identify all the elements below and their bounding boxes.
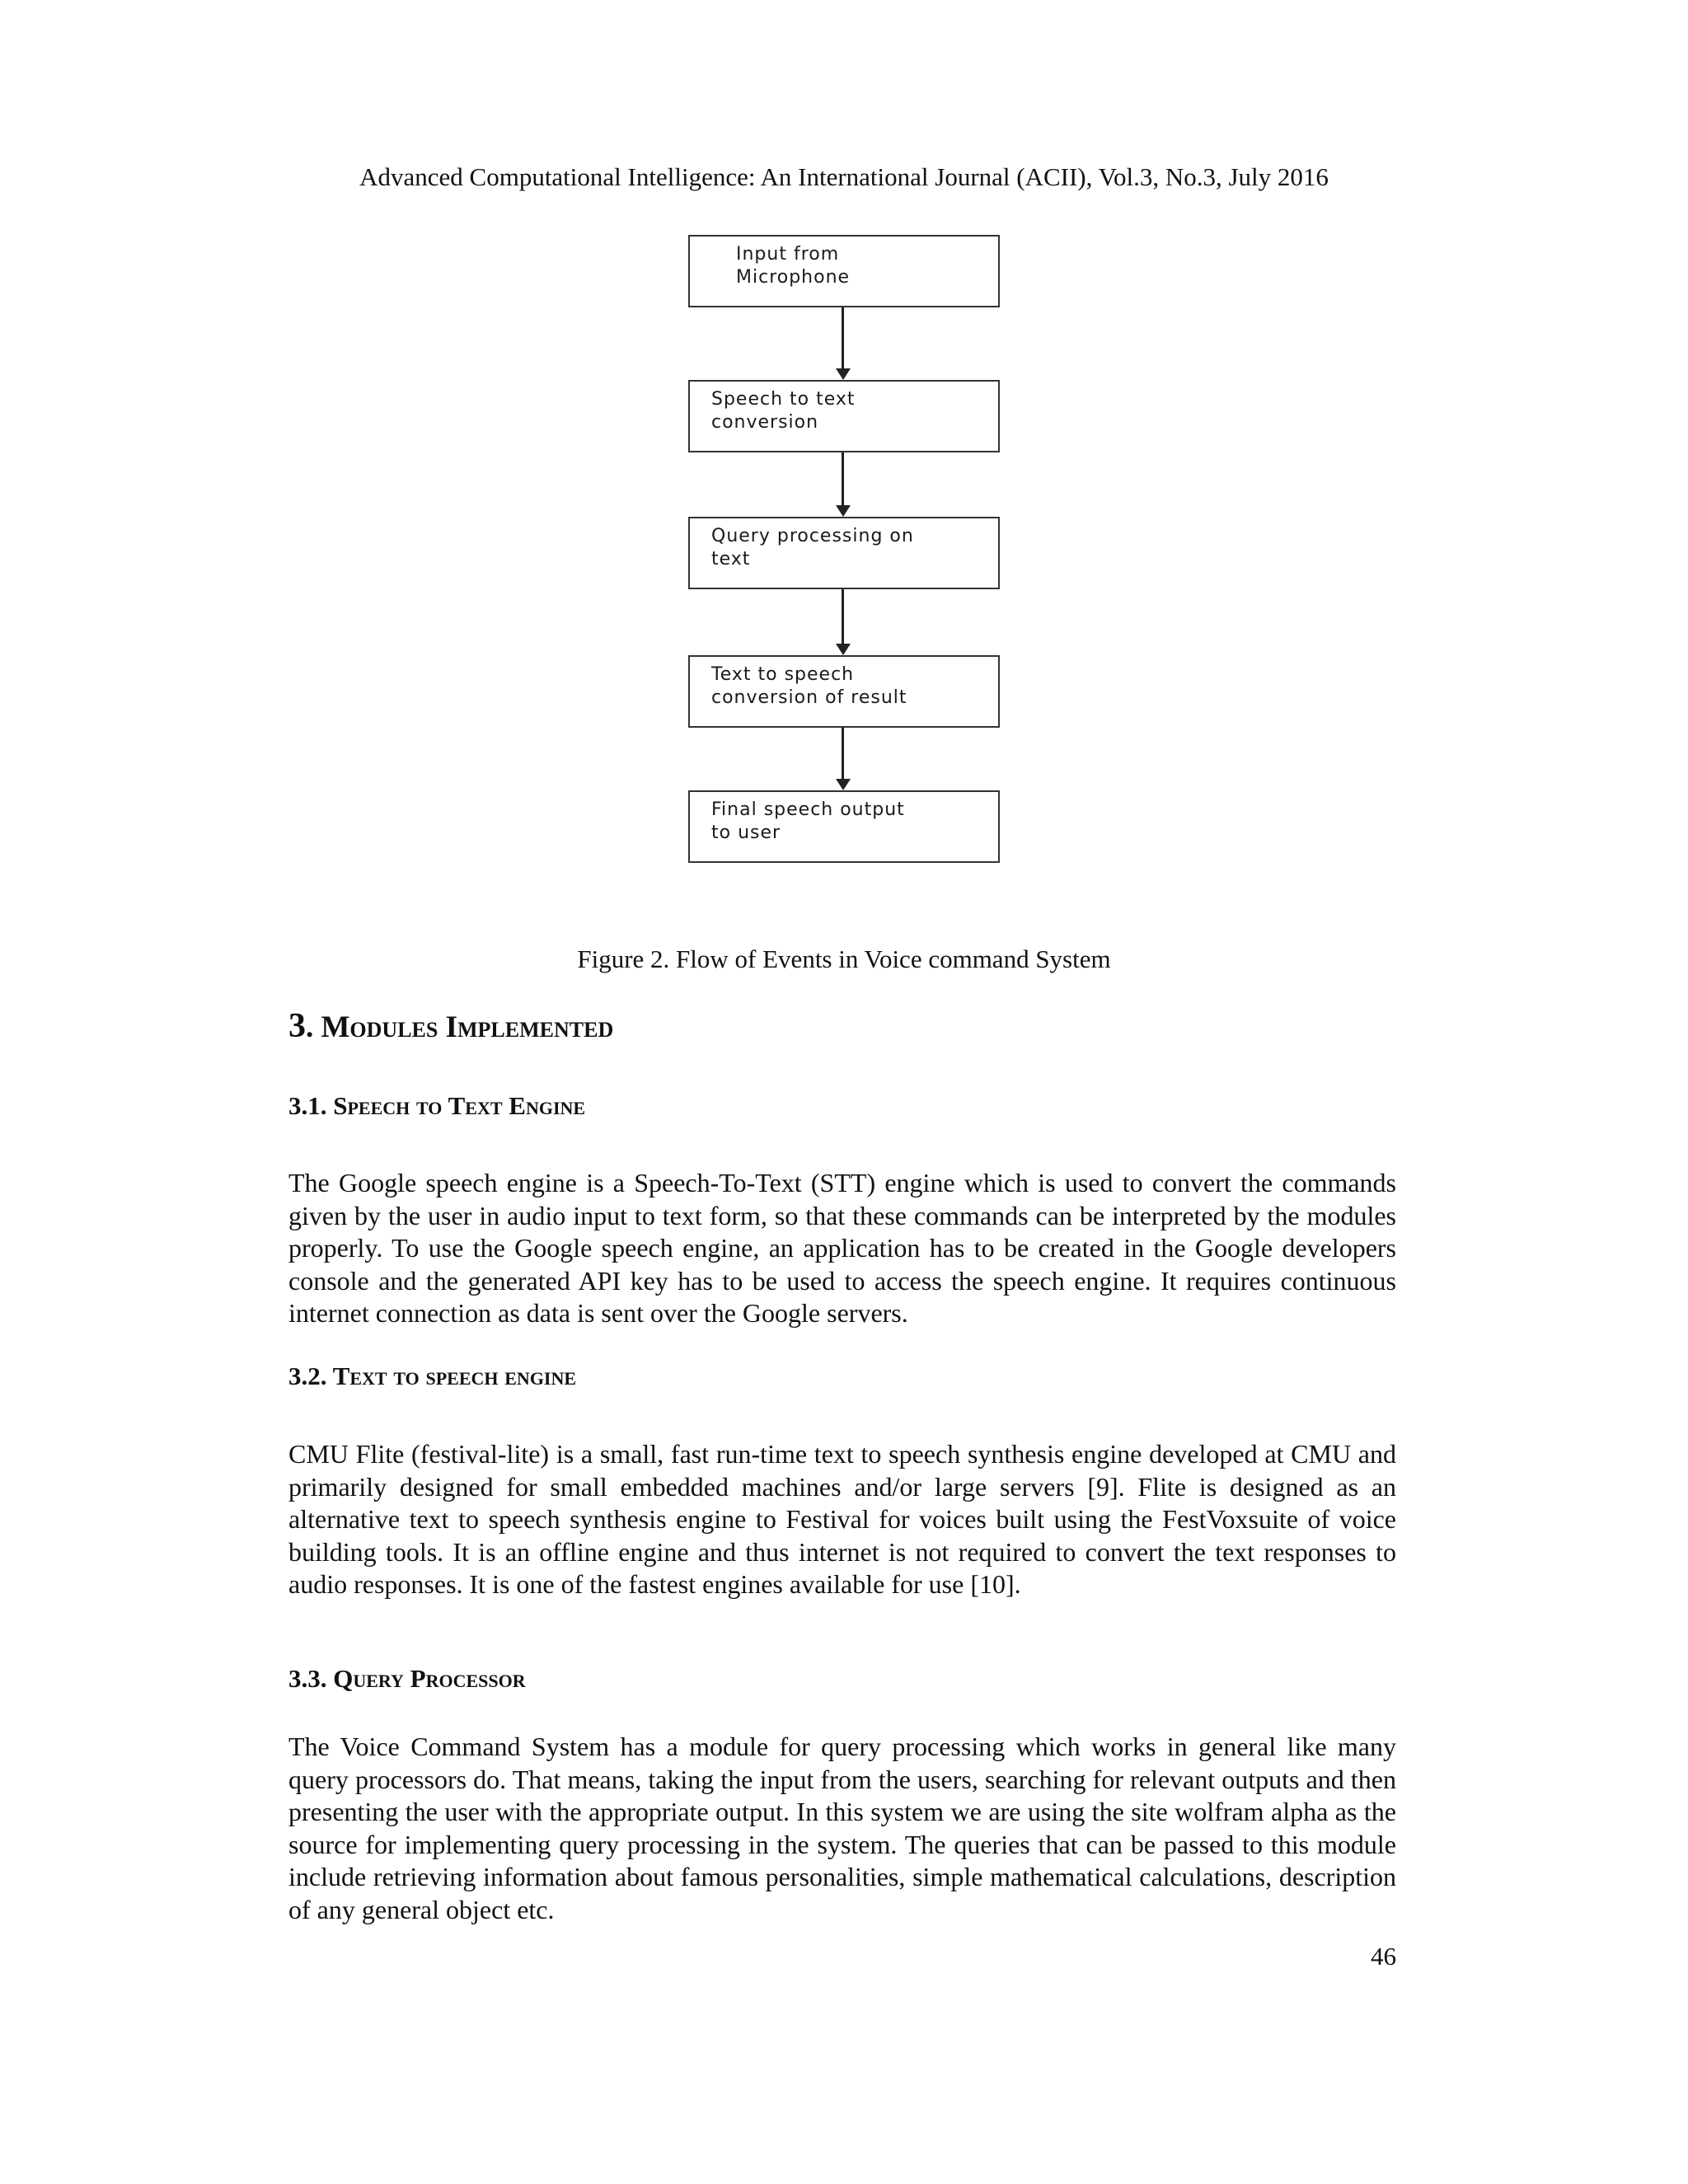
- flowchart-diagram: [688, 235, 1003, 869]
- subsection-heading-tts: 3.2. Text to speech engine: [288, 1361, 577, 1390]
- flow-box-text: Final speech output: [711, 799, 905, 820]
- flow-box-input-microphone: [688, 235, 1000, 307]
- flow-box-text: Query processing on: [711, 526, 914, 546]
- flow-box-text: text: [711, 549, 751, 569]
- figure-caption: Figure 2. Flow of Events in Voice command System: [577, 944, 1111, 973]
- flow-box-text-to-speech: [688, 655, 1000, 728]
- flow-box-text: Speech to text: [711, 389, 856, 410]
- flow-box-speech-to-text: [688, 380, 1000, 452]
- section-title: . Modules Implemented: [306, 1010, 614, 1044]
- paragraph-tts: CMU Flite (festival-lite) is a small, fast run-time text to speech synthesis engine developed at CMU and primarily designed for small embedded machines and/or large servers [9]. Flite is designed as an alternative text to speech synthesis engine to Festival for voices built using the FestVoxsuite of voice building tools. It is an offline engine and thus internet is not required to convert the text responses to audio responses. It is one of the fastest engines available for use [10].: [288, 1439, 1396, 1599]
- flow-box-text: Text to speech: [711, 664, 855, 685]
- paragraph-query: The Voice Command System has a module for query processing which works in general like many query processors do. That means, taking the input from the users, searching for relevant outputs and then presenting the user with the appropriate output. In this system we are using the site wolfram alpha as the source for implementing query processing in the system. The queries that can be passed to this module include retrieving information about famous personalities, simple mathematical calculations, description of any general object etc.: [288, 1732, 1396, 1924]
- flow-box-text: Input from: [736, 244, 840, 265]
- running-header: Advanced Computational Intelligence: An International Journal (ACII), Vol.3, No.3, July 2016: [359, 162, 1329, 191]
- subsection-heading-query: 3.3. Query Processor: [288, 1664, 526, 1693]
- section-heading: [288, 1007, 613, 1047]
- section-number: 3: [288, 1007, 306, 1045]
- flow-box-text: conversion of result: [711, 687, 907, 708]
- flow-arrow: [827, 728, 860, 790]
- flow-arrow: [827, 307, 860, 380]
- paragraph-stt: The Google speech engine is a Speech-To-Text (STT) engine which is used to convert the commands given by the user in audio input to text form, so that these commands can be interpreted by the modules properly. To use the Google speech engine, an application has to be created in the Google developers console and the generated API key has to be used to access the speech engine. It requires continuous internet connection as data is sent over the Google servers.: [288, 1168, 1396, 1328]
- flow-arrow: [827, 589, 860, 655]
- flow-box-query-processing: [688, 517, 1000, 589]
- page-number: 46: [1371, 1942, 1396, 1971]
- flow-box-text: conversion: [711, 412, 819, 433]
- flow-box-text: to user: [711, 823, 781, 843]
- flow-box-text: Microphone: [736, 267, 851, 288]
- subsection-heading-stt: 3.1. Speech to Text Engine: [288, 1091, 586, 1120]
- flow-box-final-output: [688, 790, 1000, 863]
- flow-arrow: [827, 452, 860, 517]
